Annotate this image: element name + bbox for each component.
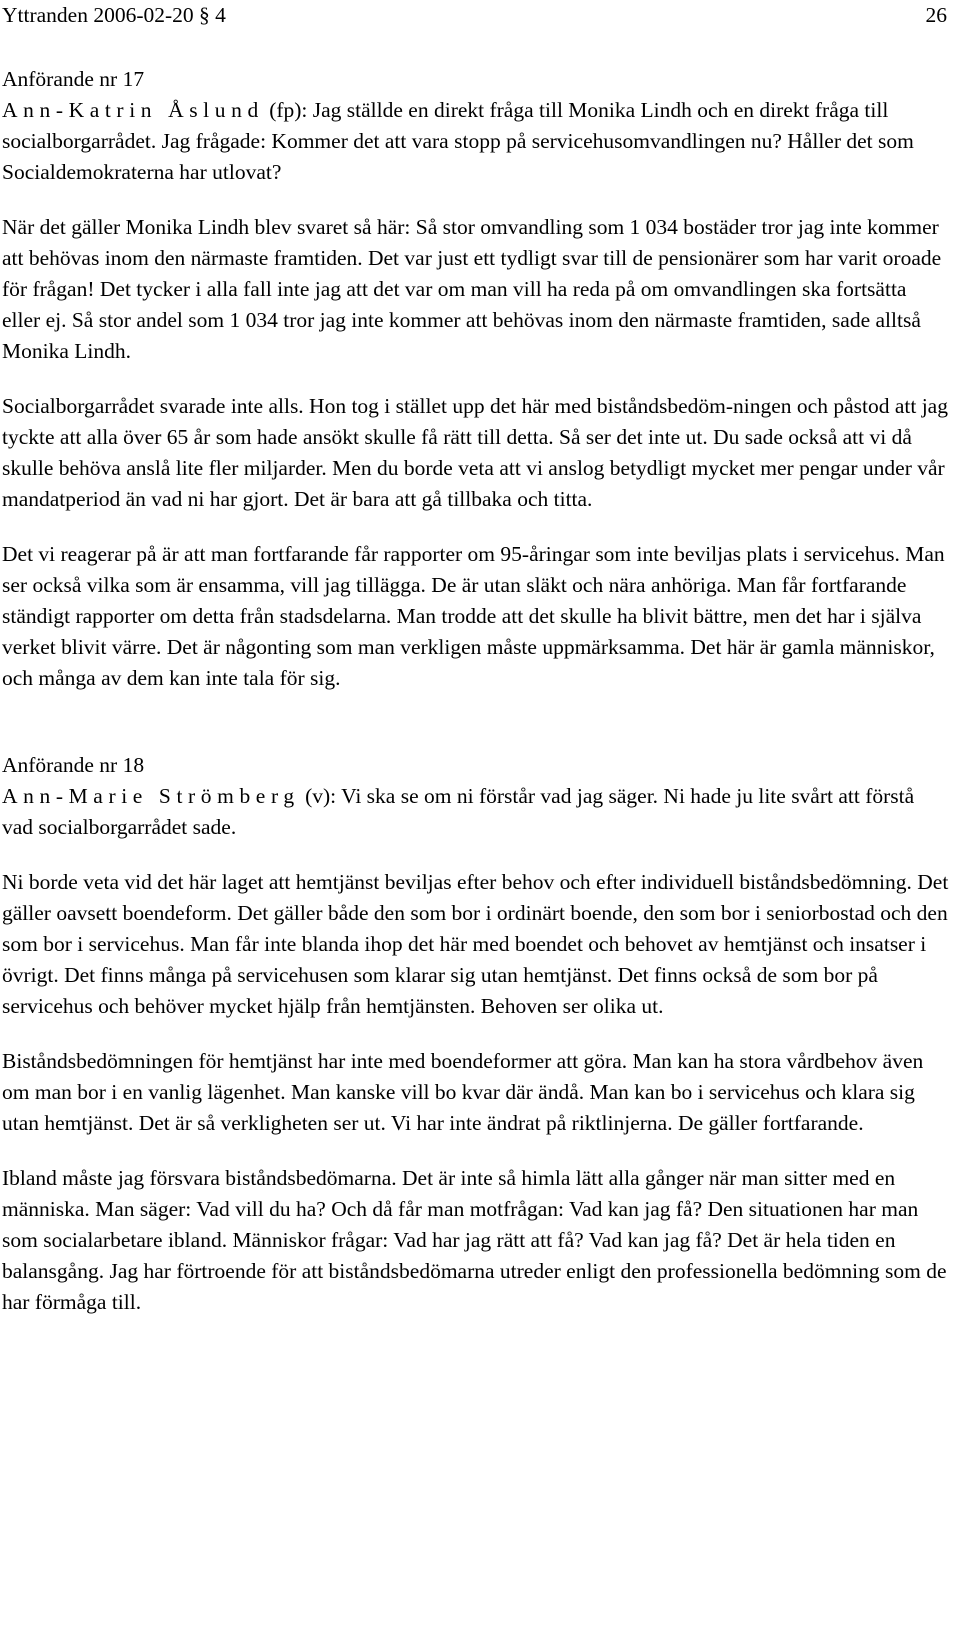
page-header [0, 0, 947, 31]
speech-17-paragraph-2: När det gäller Monika Lindh blev svaret så här: Så stor omvandling som 1 034 bostäder tror jag inte kommer att behövas inom den närmaste framtiden. Det var just ett tydligt svar till de pensionärer som har varit oroade för frågan! Det tycker i alla fall inte jag att det var om man vill ha reda på om omvandlingen ska fortsätta eller ej. Så stor andel som 1 034 tror jag inte kommer att behövas inom den närmaste framtiden, sade alltså Monika Lindh. [2, 215, 942, 363]
speech-17-paragraph-1 [2, 95, 950, 188]
speech-17-heading: Anförande nr 17 [2, 67, 145, 91]
header-title: Yttranden 2006-02-20 § 4 [2, 3, 226, 27]
page-number: 26 [925, 3, 947, 27]
speaker-party: (fp): [263, 98, 308, 122]
speech-18-paragraph-1 [2, 781, 950, 843]
document-body [2, 64, 950, 1318]
speech-18-heading: Anförande nr 18 [2, 753, 145, 777]
speech-18-paragraph-2: Ni borde veta vid det här laget att hemtjänst beviljas efter behov och efter individuell biståndsbedömning. Det gäller oavsett boendeform. Det gäller både den som bor i ordinärt boende, den som bor i seniorbostad och den som bor i servicehus. Man får inte blanda ihop det här med boendet och behovet av hemtjänst och insatser i övrigt. Det finns många på servicehusen som klarar sig utan hemtjänst. Det finns också de som bor på servicehus och behöver mycket hjälp från hemtjänsten. Behoven ser olika ut. [2, 870, 949, 1018]
speaker-name: Ann-Katrin Åslund [2, 98, 264, 122]
speaker-name: Ann-Marie Strömberg [2, 784, 300, 808]
speech-17-paragraph-3: Socialborgarrådet svarade inte alls. Hon tog i stället upp det här med biståndsbedöm-ningen och påstod att jag tyckte att alla över 65 år som hade ansökt skulle få rätt till detta. Så ser det inte ut. Du sade också att vi då skulle behöva anslå lite fler miljarder. Men du borde veta att vi anslog betydligt mycket mer pengar under vår mandatperiod än vad ni har gjort. Det är bara att gå tillbaka och titta. [2, 394, 948, 511]
speech-17-paragraph-1-text: Jag ställde en direkt fråga till Monika Lindh och en direkt fråga till socialborgarrådet. Jag frågade: Kommer det att vara stopp på servicehusomvandlingen nu? Håller det som Socialdemokraterna har utlovat? [2, 98, 914, 184]
speech-18-paragraph-1-text: Vi ska se om ni förstår vad jag säger. Ni hade ju lite svårt att förstå vad socialborgarrådet sade. [2, 784, 915, 839]
speaker-party: (v): [299, 784, 337, 808]
speech-17-paragraph-4: Det vi reagerar på är att man fortfarande får rapporter om 95-åringar som inte beviljas plats i servicehus. Man ser också vilka som är ensamma, vill jag tillägga. De är utan släkt och nära anhöriga. Man får fortfarande ständigt rapporter om detta från stadsdelarna. Man trodde att det skulle ha blivit bättre, men det har i själva verket blivit värre. Det är någonting som man verkligen måste uppmärksamma. Det här är gamla människor, och många av dem kan inte tala för sig. [2, 542, 945, 690]
speech-18-paragraph-3: Biståndsbedömningen för hemtjänst har inte med boendeformer att göra. Man kan ha stora vårdbehov även om man bor i en vanlig lägenhet. Man kanske vill bo kvar där ändå. Man kan bo i servicehus och klara sig utan hemtjänst. Det är så verkligheten ser ut. Vi har inte ändrat på riktlinjerna. De gäller fortfarande. [2, 1049, 924, 1135]
speech-18-paragraph-4: Ibland måste jag försvara biståndsbedömarna. Det är inte så himla lätt alla gånger när man sitter med en människa. Man säger: Vad vill du ha? Och då får man motfrågan: Vad kan jag få? Den situationen har man som socialarbetare ibland. Människor frågar: Vad har jag rätt att få? Vad kan jag få? Det är hela tiden en balansgång. Jag har förtroende för att biståndsbedömarna utreder enligt den professionella bedömning som de har förmåga till. [2, 1166, 947, 1314]
